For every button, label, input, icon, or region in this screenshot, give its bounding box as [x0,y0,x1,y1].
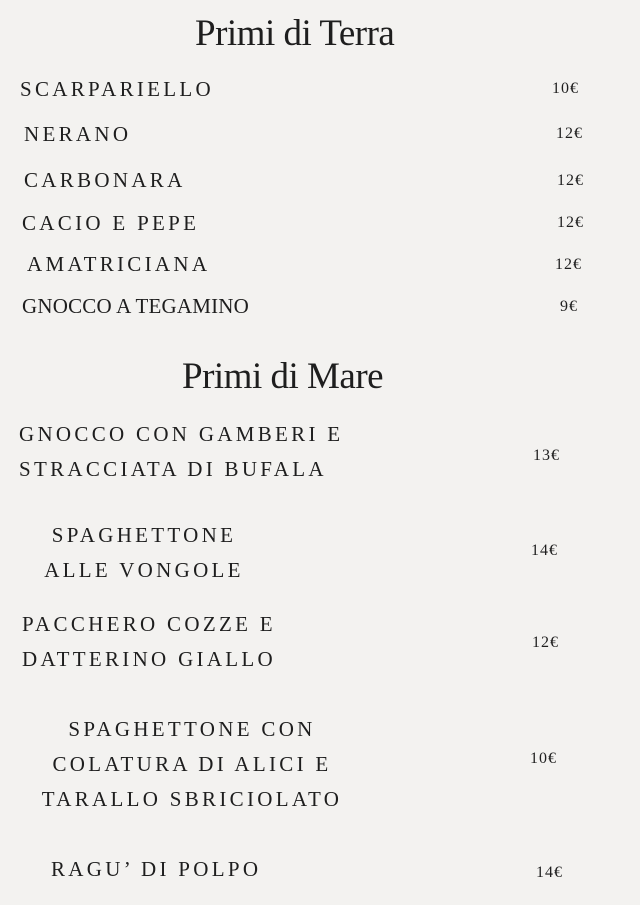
section-title-primi-di-mare: Primi di Mare [182,356,384,397]
menu-item-name: CARBONARA [24,168,186,192]
menu-item-name-line: PACCHERO COZZE E [22,612,276,636]
menu-item-name [36,518,252,588]
menu-item-price: 12€ [557,214,584,231]
menu-item-name: AMATRICIANA [27,252,211,276]
section-title-primi-di-terra: Primi di Terra [195,13,395,54]
menu-item-price: 12€ [555,256,582,273]
menu-item-price: 12€ [556,125,583,142]
menu-item-name: NERANO [24,122,132,146]
menu-item-name: SCARPARIELLO [20,77,215,101]
menu-item-name-line: GNOCCO CON GAMBERI E [19,422,344,446]
menu-item-name-line: DATTERINO GIALLO [22,647,277,671]
menu-item-price: 10€ [552,80,579,97]
menu-item-name [24,712,360,817]
menu-item-name-line: SPAGHETTONE CON [68,717,316,741]
menu-item-price: 9€ [560,298,578,315]
menu-item-name-line: STRACCIATA DI BUFALA [19,457,327,481]
menu-item-name-line: COLATURA DI ALICI E [52,752,332,776]
menu-item-name-line: RAGU’ DI POLPO [51,857,262,881]
menu-item-name [19,417,343,487]
menu-item-price: 12€ [532,634,559,651]
menu-item-name: CACIO E PEPE [22,211,200,235]
menu-item-name-line: ALLE VONGOLE [44,558,244,582]
menu-item-name [51,852,261,887]
menu-item-price: 13€ [533,447,560,464]
menu-item-price: 14€ [536,864,563,881]
menu-item-name-line: TARALLO SBRICIOLATO [41,787,343,811]
menu-item-price: 12€ [557,172,584,189]
menu-item-name-line: SPAGHETTONE [51,523,237,547]
menu-item-price: 10€ [530,750,557,767]
menu-item-price: 14€ [531,542,558,559]
menu-item-name: GNOCCO A TEGAMINO [22,294,250,318]
menu-item-name [22,607,276,677]
